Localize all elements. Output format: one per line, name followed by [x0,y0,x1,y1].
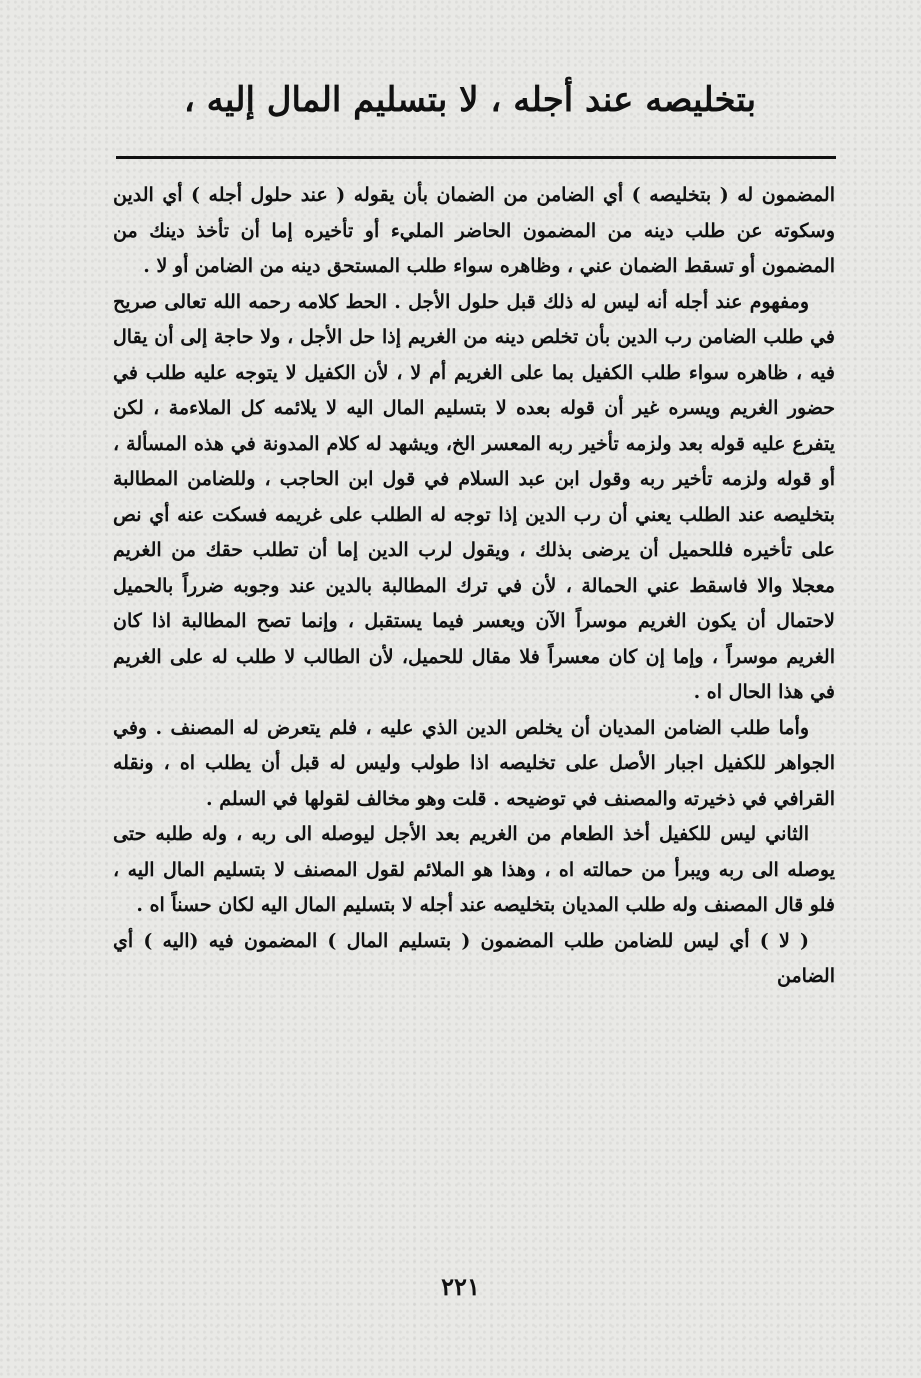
paragraph-5: ( لا ) أي ليس للضامن طلب المضمون ( بتسليم المال ) المضمون فيه (اليه ) أي الضامن [113,929,835,988]
paragraph-1: المضمون له ( بتخليصه ) أي الضامن من الضمان بأن يقوله ( عند حلول أجله ) أي الدين وسكوته عن طلب دينه من المضمون الحاضر المليء أو تأخيره إما أن تأخذ دينك من المضمون أو تسقط الضمان عني ، وظاهره سواء طلب المستحق دينه من الضامن أو لا . [113,184,835,278]
page-number: ٢٢١ [441,1272,480,1301]
paragraph-2: ومفهوم عند أجله أنه ليس له ذلك قبل حلول الأجل . الحط كلامه رحمه الله تعالى صريح في طلب الضامن رب الدين بأن تخلص دينه من الغريم إذا حل الأجل ، ولا حاجة إلى أن يقال فيه ، ظاهره سواء طلب الكفيل بما على الغريم أم لا ، لأن الكفيل لا يتوجه عليه طلب في حضور الغريم ويسره غير أن قوله بعده لا بتسليم المال اليه لا يلائمه كل الملاءمة ، لكن يتفرع عليه قوله بعد ولزمه تأخير ربه المعسر الخ، ويشهد له كلام المدونة في هذه المسألة ، أو قوله ولزمه تأخير ربه وقول ابن عبد السلام في قول ابن الحاجب ، وللضامن المطالبة بتخليصه عند الطلب يعني أن رب الدين إذا توجه له الطلب على غريمه فسكت عنه أي نص على تأخيره فللحميل أن يرضى بذلك ، ويقول لرب الدين إما أن تطلب حقك من الغريم معجلا والا فاسقط عني الحمالة ، لأن في ترك المطالبة بالدين عند وجوبه ضرراً بالحميل لاحتمال أن يكون الغريم موسراً الآن ويعسر فيما يستقبل ، وإنما تصح المطالبة اذا كان الغريم موسراً ، وإما إن كان معسراً فلا مقال للحميل، لأن الطالب لا طلب له على الغريم في هذا الحال اه . [113,290,835,704]
paragraph-3: وأما طلب الضامن المديان أن يخلص الدين الذي عليه ، فلم يتعرض له المصنف . وفي الجواهر للكفيل اجبار الأصل على تخليصه اذا طولب وليس له قبل أن يطلب اه ، ونقله القرافي في ذخيرته والمصنف في توضيحه . قلت وهو مخالف لقولها في السلم . [113,716,835,810]
body-text [113,178,835,995]
paragraph-4: الثاني ليس للكفيل أخذ الطعام من الغريم بعد الأجل ليوصله الى ربه ، وله طلبه حتى يوصله الى ربه ويبرأ من حمالته اه ، وهذا هو الملائم لقول المصنف لا بتسليم المال اليه ، فلو قال المصنف وله طلب المديان بتخليصه عند أجله لا بتسليم المال اليه لكان حسناً اه . [113,823,835,917]
running-head: بتخليصه عند أجله ، لا بتسليم المال إليه ، [183,80,757,120]
header-rule [116,156,836,159]
